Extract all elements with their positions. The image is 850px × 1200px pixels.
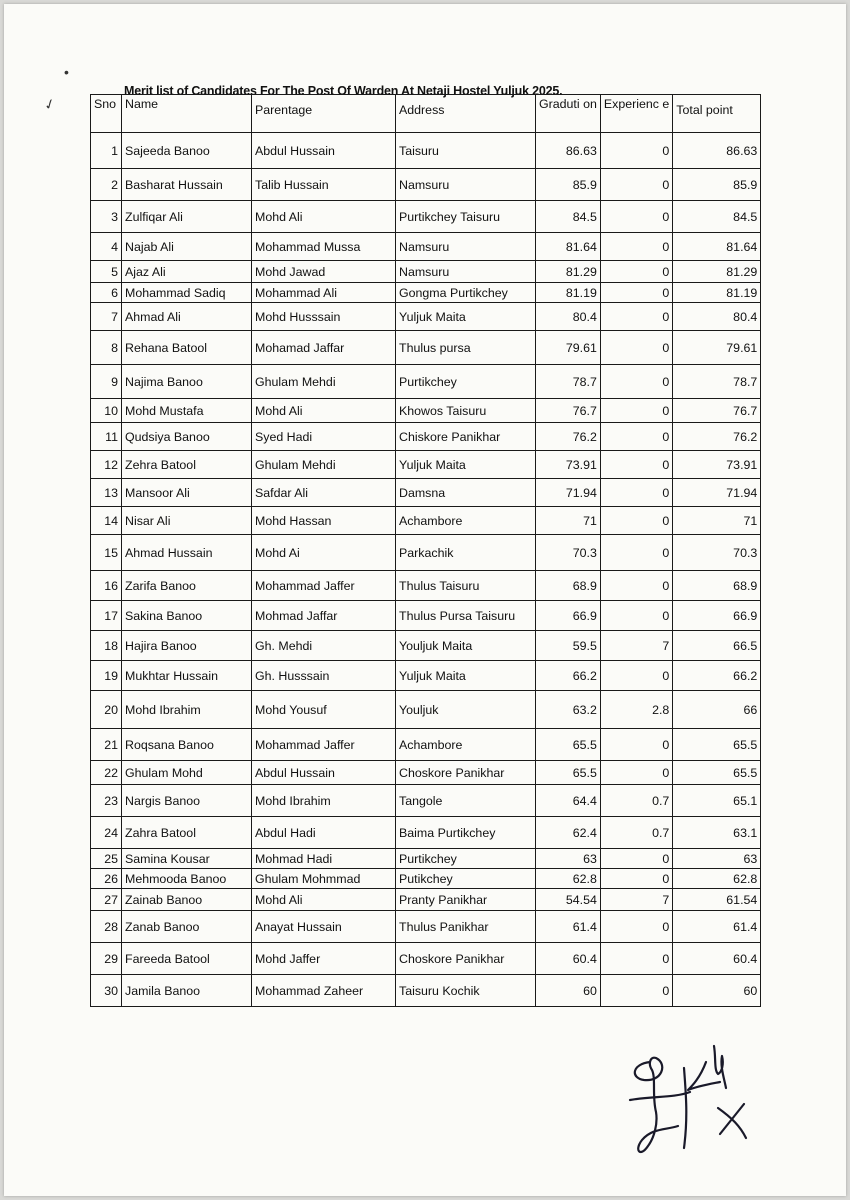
cell-sno: 9: [91, 365, 122, 399]
cell-name: Zanab Banoo: [122, 911, 252, 943]
header-address: Address: [396, 95, 536, 133]
cell-experience: 0: [600, 233, 672, 261]
cell-name: Ahmad Ali: [122, 303, 252, 331]
table-row: [91, 911, 761, 943]
merit-list-table: [90, 94, 761, 1007]
cell-total-point: 63: [673, 849, 761, 869]
cell-sno: 6: [91, 283, 122, 303]
table-row: [91, 201, 761, 233]
table-row: [91, 423, 761, 451]
cell-graduation: 63.2: [536, 691, 601, 729]
cell-sno: 7: [91, 303, 122, 331]
cell-graduation: 84.5: [536, 201, 601, 233]
cell-sno: 13: [91, 479, 122, 507]
cell-parentage: Mohd Ali: [252, 399, 396, 423]
cell-sno: 17: [91, 601, 122, 631]
cell-address: Taisuru: [396, 133, 536, 169]
cell-parentage: Mohd Ai: [252, 535, 396, 571]
cell-sno: 15: [91, 535, 122, 571]
header-experience: Experienc e: [600, 95, 672, 133]
cell-total-point: 86.63: [673, 133, 761, 169]
cell-sno: 12: [91, 451, 122, 479]
table-row: [91, 451, 761, 479]
cell-graduation: 76.2: [536, 423, 601, 451]
cell-graduation: 70.3: [536, 535, 601, 571]
cell-total-point: 62.8: [673, 869, 761, 889]
cell-graduation: 66.9: [536, 601, 601, 631]
cell-parentage: Mohmad Hadi: [252, 849, 396, 869]
cell-experience: 0: [600, 133, 672, 169]
cell-experience: 0: [600, 365, 672, 399]
cell-sno: 23: [91, 785, 122, 817]
cell-address: Pranty Panikhar: [396, 889, 536, 911]
cell-parentage: Mohd Yousuf: [252, 691, 396, 729]
table-row: [91, 729, 761, 761]
cell-experience: 0: [600, 661, 672, 691]
cell-experience: 0: [600, 761, 672, 785]
table-row: [91, 601, 761, 631]
cell-total-point: 65.5: [673, 761, 761, 785]
cell-name: Mohd Ibrahim: [122, 691, 252, 729]
cell-graduation: 65.5: [536, 761, 601, 785]
cell-name: Sakina Banoo: [122, 601, 252, 631]
cell-experience: 0: [600, 535, 672, 571]
cell-total-point: 63.1: [673, 817, 761, 849]
cell-graduation: 59.5: [536, 631, 601, 661]
table-row: [91, 479, 761, 507]
table-row: [91, 169, 761, 201]
cell-parentage: Mohd Hassan: [252, 507, 396, 535]
cell-address: Achambore: [396, 729, 536, 761]
cell-parentage: Abdul Hussain: [252, 133, 396, 169]
table-row: [91, 691, 761, 729]
cell-experience: 0: [600, 261, 672, 283]
cell-sno: 27: [91, 889, 122, 911]
cell-experience: 0: [600, 729, 672, 761]
table-header-row: [91, 95, 761, 133]
cell-address: Parkachik: [396, 535, 536, 571]
cell-graduation: 61.4: [536, 911, 601, 943]
cell-experience: 0: [600, 479, 672, 507]
cell-parentage: Abdul Hussain: [252, 761, 396, 785]
cell-parentage: Mohd Jaffer: [252, 943, 396, 975]
header-parentage: Parentage: [252, 95, 396, 133]
table-row: [91, 261, 761, 283]
margin-tick-mark: ✓: [41, 94, 58, 114]
cell-sno: 5: [91, 261, 122, 283]
table-row: [91, 303, 761, 331]
table-row: [91, 869, 761, 889]
cell-experience: 0: [600, 507, 672, 535]
table-row: [91, 631, 761, 661]
cell-experience: 0: [600, 943, 672, 975]
cell-address: Namsuru: [396, 261, 536, 283]
table-row: [91, 133, 761, 169]
cell-graduation: 62.4: [536, 817, 601, 849]
cell-graduation: 76.7: [536, 399, 601, 423]
cell-experience: 0: [600, 303, 672, 331]
cell-total-point: 79.61: [673, 331, 761, 365]
table-row: [91, 849, 761, 869]
cell-name: Sajeeda Banoo: [122, 133, 252, 169]
cell-name: Zulfiqar Ali: [122, 201, 252, 233]
cell-sno: 4: [91, 233, 122, 261]
cell-address: Yuljuk Maita: [396, 451, 536, 479]
table-row: [91, 331, 761, 365]
table-row: [91, 233, 761, 261]
cell-address: Youljuk: [396, 691, 536, 729]
cell-name: Qudsiya Banoo: [122, 423, 252, 451]
cell-graduation: 62.8: [536, 869, 601, 889]
cell-total-point: 76.2: [673, 423, 761, 451]
cell-graduation: 71: [536, 507, 601, 535]
cell-graduation: 71.94: [536, 479, 601, 507]
cell-address: Namsuru: [396, 233, 536, 261]
document-page: [4, 4, 846, 1196]
cell-graduation: 86.63: [536, 133, 601, 169]
cell-total-point: 61.54: [673, 889, 761, 911]
cell-experience: 0: [600, 571, 672, 601]
cell-total-point: 76.7: [673, 399, 761, 423]
cell-address: Purtikchey: [396, 849, 536, 869]
cell-sno: 21: [91, 729, 122, 761]
cell-graduation: 81.29: [536, 261, 601, 283]
cell-address: Achambore: [396, 507, 536, 535]
cell-total-point: 66: [673, 691, 761, 729]
cell-graduation: 81.19: [536, 283, 601, 303]
table-row: [91, 507, 761, 535]
cell-sno: 10: [91, 399, 122, 423]
cell-total-point: 70.3: [673, 535, 761, 571]
cell-total-point: 81.64: [673, 233, 761, 261]
header-sno: Sno: [91, 95, 122, 133]
cell-name: Najima Banoo: [122, 365, 252, 399]
cell-experience: 7: [600, 631, 672, 661]
cell-total-point: 66.5: [673, 631, 761, 661]
cell-total-point: 71: [673, 507, 761, 535]
cell-address: Baima Purtikchey: [396, 817, 536, 849]
table-row: [91, 283, 761, 303]
cell-total-point: 81.29: [673, 261, 761, 283]
cell-graduation: 64.4: [536, 785, 601, 817]
cell-graduation: 60: [536, 975, 601, 1007]
table-row: [91, 943, 761, 975]
cell-total-point: 60.4: [673, 943, 761, 975]
cell-graduation: 63: [536, 849, 601, 869]
cell-address: Tangole: [396, 785, 536, 817]
cell-name: Ahmad Hussain: [122, 535, 252, 571]
cell-experience: 0: [600, 849, 672, 869]
cell-sno: 25: [91, 849, 122, 869]
cell-name: Nargis Banoo: [122, 785, 252, 817]
cell-name: Mohammad Sadiq: [122, 283, 252, 303]
cell-total-point: 73.91: [673, 451, 761, 479]
cell-sno: 26: [91, 869, 122, 889]
cell-graduation: 68.9: [536, 571, 601, 601]
cell-graduation: 54.54: [536, 889, 601, 911]
cell-address: Thulus Pursa Taisuru: [396, 601, 536, 631]
cell-address: Putikchey: [396, 869, 536, 889]
header-total-point: Total point: [673, 95, 761, 133]
cell-address: Purtikchey Taisuru: [396, 201, 536, 233]
cell-parentage: Mohd Jawad: [252, 261, 396, 283]
cell-experience: 0: [600, 601, 672, 631]
cell-experience: 0: [600, 201, 672, 233]
cell-total-point: 80.4: [673, 303, 761, 331]
cell-address: Youljuk Maita: [396, 631, 536, 661]
cell-parentage: Syed Hadi: [252, 423, 396, 451]
cell-address: Chiskore Panikhar: [396, 423, 536, 451]
table-row: [91, 761, 761, 785]
cell-name: Basharat Hussain: [122, 169, 252, 201]
cell-name: Mohd Mustafa: [122, 399, 252, 423]
header-graduation: Graduti on: [536, 95, 601, 133]
cell-graduation: 78.7: [536, 365, 601, 399]
cell-name: Najab Ali: [122, 233, 252, 261]
table-row: [91, 975, 761, 1007]
cell-parentage: Mohammad Mussa: [252, 233, 396, 261]
cell-graduation: 81.64: [536, 233, 601, 261]
cell-address: Khowos Taisuru: [396, 399, 536, 423]
cell-parentage: Mohmad Jaffar: [252, 601, 396, 631]
cell-name: Rehana Batool: [122, 331, 252, 365]
cell-sno: 14: [91, 507, 122, 535]
cell-total-point: 66.2: [673, 661, 761, 691]
cell-name: Ghulam Mohd: [122, 761, 252, 785]
cell-experience: 7: [600, 889, 672, 911]
header-name: Name: [122, 95, 252, 133]
cell-total-point: 60: [673, 975, 761, 1007]
cell-experience: 0: [600, 423, 672, 451]
cell-experience: 0: [600, 283, 672, 303]
cell-graduation: 65.5: [536, 729, 601, 761]
cell-sno: 11: [91, 423, 122, 451]
cell-sno: 18: [91, 631, 122, 661]
table-body: [91, 133, 761, 1007]
cell-address: Damsna: [396, 479, 536, 507]
cell-experience: 0: [600, 975, 672, 1007]
cell-total-point: 85.9: [673, 169, 761, 201]
cell-parentage: Mohamad Jaffar: [252, 331, 396, 365]
cell-graduation: 73.91: [536, 451, 601, 479]
cell-total-point: 61.4: [673, 911, 761, 943]
document-title: Merit list of Candidates For The Post Of Warden At Netaji Hostel Yuljuk 2025.: [124, 84, 563, 98]
cell-address: Thulus pursa: [396, 331, 536, 365]
cell-total-point: 78.7: [673, 365, 761, 399]
cell-parentage: Safdar Ali: [252, 479, 396, 507]
cell-sno: 19: [91, 661, 122, 691]
cell-name: Mansoor Ali: [122, 479, 252, 507]
cell-graduation: 66.2: [536, 661, 601, 691]
cell-name: Zainab Banoo: [122, 889, 252, 911]
cell-parentage: Ghulam Mehdi: [252, 365, 396, 399]
cell-address: Thulus Panikhar: [396, 911, 536, 943]
cell-experience: 0: [600, 451, 672, 479]
cell-sno: 3: [91, 201, 122, 233]
cell-address: Purtikchey: [396, 365, 536, 399]
cell-sno: 8: [91, 331, 122, 365]
cell-total-point: 81.19: [673, 283, 761, 303]
cell-address: Namsuru: [396, 169, 536, 201]
cell-address: Yuljuk Maita: [396, 661, 536, 691]
cell-name: Roqsana Banoo: [122, 729, 252, 761]
cell-experience: 0: [600, 869, 672, 889]
table-row: [91, 889, 761, 911]
cell-address: Taisuru Kochik: [396, 975, 536, 1007]
cell-name: Zarifa Banoo: [122, 571, 252, 601]
cell-address: Choskore Panikhar: [396, 943, 536, 975]
cell-sno: 30: [91, 975, 122, 1007]
cell-total-point: 65.5: [673, 729, 761, 761]
cell-name: Zahra Batool: [122, 817, 252, 849]
cell-total-point: 71.94: [673, 479, 761, 507]
table-row: [91, 661, 761, 691]
cell-experience: 0.7: [600, 817, 672, 849]
cell-parentage: Gh. Husssain: [252, 661, 396, 691]
cell-total-point: 68.9: [673, 571, 761, 601]
cell-address: Yuljuk Maita: [396, 303, 536, 331]
cell-sno: 20: [91, 691, 122, 729]
cell-graduation: 79.61: [536, 331, 601, 365]
cell-name: Fareeda Batool: [122, 943, 252, 975]
cell-name: Samina Kousar: [122, 849, 252, 869]
cell-name: Hajira Banoo: [122, 631, 252, 661]
cell-total-point: 66.9: [673, 601, 761, 631]
margin-dot-mark: •: [64, 64, 69, 80]
cell-total-point: 65.1: [673, 785, 761, 817]
cell-parentage: Ghulam Mehdi: [252, 451, 396, 479]
cell-graduation: 80.4: [536, 303, 601, 331]
cell-parentage: Mohammad Jaffer: [252, 571, 396, 601]
cell-experience: 0: [600, 169, 672, 201]
cell-name: Mehmooda Banoo: [122, 869, 252, 889]
cell-name: Mukhtar Hussain: [122, 661, 252, 691]
cell-address: Gongma Purtikchey: [396, 283, 536, 303]
cell-experience: 0: [600, 331, 672, 365]
cell-parentage: Mohammad Jaffer: [252, 729, 396, 761]
cell-parentage: Talib Hussain: [252, 169, 396, 201]
cell-name: Zehra Batool: [122, 451, 252, 479]
cell-sno: 24: [91, 817, 122, 849]
cell-sno: 1: [91, 133, 122, 169]
table-row: [91, 571, 761, 601]
cell-name: Nisar Ali: [122, 507, 252, 535]
cell-parentage: Mohd Husssain: [252, 303, 396, 331]
cell-address: Choskore Panikhar: [396, 761, 536, 785]
cell-parentage: Mohammad Zaheer: [252, 975, 396, 1007]
cell-experience: 0: [600, 399, 672, 423]
table-row: [91, 535, 761, 571]
cell-parentage: Anayat Hussain: [252, 911, 396, 943]
table-row: [91, 817, 761, 849]
cell-sno: 16: [91, 571, 122, 601]
cell-parentage: Mohd Ali: [252, 201, 396, 233]
cell-sno: 2: [91, 169, 122, 201]
cell-experience: 2.8: [600, 691, 672, 729]
cell-sno: 22: [91, 761, 122, 785]
cell-parentage: Mohd Ibrahim: [252, 785, 396, 817]
cell-sno: 29: [91, 943, 122, 975]
cell-graduation: 60.4: [536, 943, 601, 975]
cell-sno: 28: [91, 911, 122, 943]
table-row: [91, 785, 761, 817]
table-row: [91, 365, 761, 399]
cell-total-point: 84.5: [673, 201, 761, 233]
cell-experience: 0: [600, 911, 672, 943]
table-row: [91, 399, 761, 423]
cell-address: Thulus Taisuru: [396, 571, 536, 601]
handwritten-signature-icon: [622, 1034, 772, 1164]
cell-experience: 0.7: [600, 785, 672, 817]
cell-name: Jamila Banoo: [122, 975, 252, 1007]
cell-parentage: Gh. Mehdi: [252, 631, 396, 661]
cell-parentage: Mohammad Ali: [252, 283, 396, 303]
cell-name: Ajaz Ali: [122, 261, 252, 283]
cell-parentage: Ghulam Mohmmad: [252, 869, 396, 889]
cell-parentage: Mohd Ali: [252, 889, 396, 911]
cell-graduation: 85.9: [536, 169, 601, 201]
cell-parentage: Abdul Hadi: [252, 817, 396, 849]
